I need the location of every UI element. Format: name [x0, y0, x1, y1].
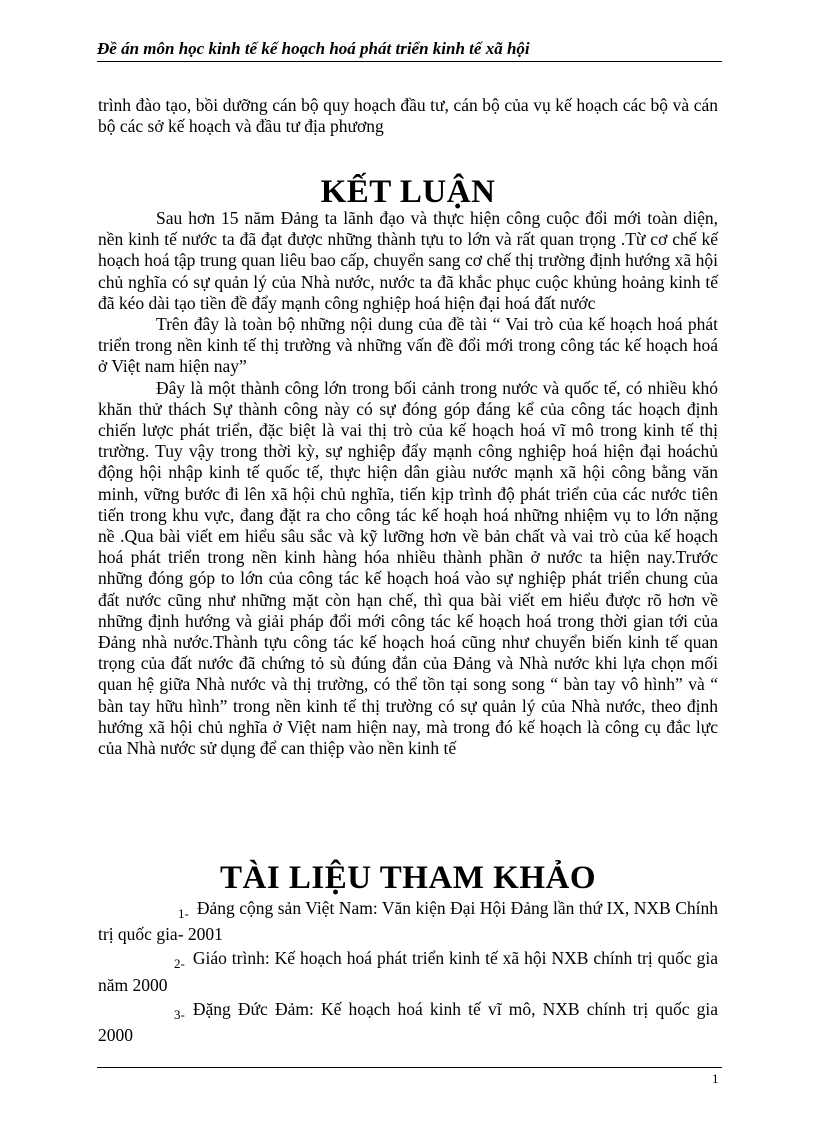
reference-item [98, 948, 718, 995]
reference-text: Giáo trình: Kế hoạch hoá phát triển kinh tế xã hội NXB chính trị quốc gia năm 2000 [98, 948, 718, 995]
header-divider [97, 61, 722, 62]
reference-number: 1- [178, 906, 189, 921]
intro-paragraph [98, 95, 718, 137]
conclusion-paragraph-2: Trên đây là toàn bộ những nội dung của đề tài “ Vai trò của kế hoạch hoá phát triển trong nền kinh tế thị trường và những vấn đề đổi mới trong công tác kế hoạch hoá ở Việt nam hiện nay” [98, 314, 718, 377]
reference-number: 2- [174, 956, 185, 972]
conclusion-paragraph-3: Đây là một thành công lớn trong bối cảnh trong nước và quốc tế, có nhiều khó khăn thử thách Sự thành công này có sự đóng góp đáng kể của công tác hoạch định chiến lược phát triển, đặc biệt là vai thị trò của kế hoạch hoá vĩ mô trong kinh tế thị trường. Tuy vậy trong thời kỳ, sự nghiệp đẩy mạnh công nghiệp hoá hiện đại hoáchủ động hội nhập kinh tế quốc tế, thực hiện dân giàu nước mạnh xã hội công bằng văn minh, vững bước đi lên xã hội chủ nghĩa, tiến kịp trình độ phát triển của các nước tiên tiến trong khu vực, đang đặt ra cho công tác kế hoạh hoá những nhiệm vụ to lớn nặng nề .Qua bài viết em hiểu sâu sắc và kỹ lưỡng hơn về bản chất và vai trò của kế hoạch hoá phát triển trong nền kinh hàng hóa nhiều thành phần ở nước ta hiện nay.Trước những đóng góp to lớn của công tác kế hoạch hoá vào sự nghiệp phát triển chung của đất nước cũng như những mặt còn hạn chế, thì qua bài viết em hiểu được rõ hơn về những định hướng và giải pháp đổi mới công tác kế hoạch hoá trong thời gian tới của Đảng nhà nước.Thành tựu công tác kế hoạch hoá cũng như chuyển biến kinh tế quan trọng của đất nước đã chứng tỏ sù đúng đắn của Đảng và Nhà nước khi lựa chọn mối quan hệ giữa Nhà nước và thị trường, có thể tồn tại song song “ bàn tay vô hình” và “ bàn tay hữu hình” trong nền kinh tế thị trường có sự quản lý của Nhà nước, theo định hướng xã hội chủ nghĩa ở Việt nam hiện nay, mà trong đó kế hoạch là công cụ đắc lực của Nhà nước sử dụng để can thiệp vào nền kinh tế [98, 377, 718, 759]
references-list [98, 898, 718, 1049]
page-number: 1 [712, 1071, 719, 1086]
conclusion-body [98, 208, 718, 759]
reference-number: 3- [174, 1006, 185, 1022]
reference-item [98, 999, 718, 1046]
conclusion-heading: KẾT LUẬN [320, 174, 496, 210]
page-header-title: Đề án môn học kinh tế kế hoạch hoá phát triển kinh tế xã hội [97, 39, 530, 58]
reference-item [98, 898, 718, 945]
reference-text: Đảng cộng sản Việt Nam: Văn kiện Đại Hội Đảng lần thứ IX, NXB Chính trị quốc gia- 2001 [98, 898, 718, 945]
conclusion-paragraph-1: Sau hơn 15 năm Đảng ta lãnh đạo và thực hiện công cuộc đổi mới toàn diện, nền kinh tế nước ta đã đạt được những thành tựu to lớn và rất quan trọng .Từ cơ chế kế hoạch hoá tập trung quan liêu bao cấp, chuyển sang cơ chế thị trường định hướng xã hội chủ nghĩa có sự quản lý của Nhà nước, nước ta đã khắc phục cuộc khủng hoảng kinh tế đã kéo dài tạo tiền đề đẩy mạnh công nghiệp hoá hiện đại hoá đất nước [98, 208, 718, 313]
references-heading: TÀI LIỆU THAM KHẢO [219, 860, 597, 896]
intro-text: trình đào tạo, bồi dưỡng cán bộ quy hoạch đầu tư, cán bộ của vụ kế hoạch các bộ và cán bộ các sở kế hoạch và đầu tư địa phương [98, 95, 718, 137]
reference-text: Đặng Đức Đảm: Kế hoạch hoá kinh tế vĩ mô, NXB chính trị quốc gia 2000 [98, 998, 718, 1046]
footer-divider [97, 1067, 722, 1068]
